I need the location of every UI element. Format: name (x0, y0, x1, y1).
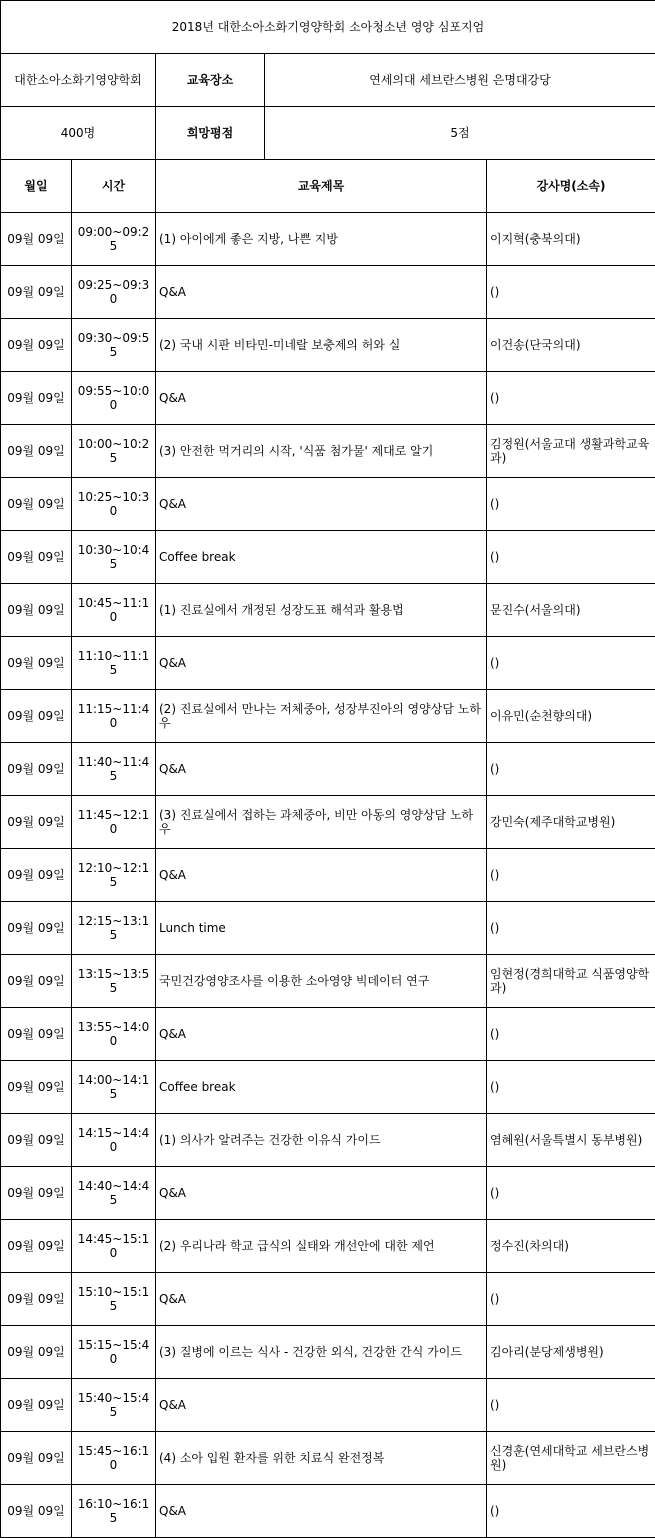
row-subject: (2) 국내 시판 비타민-미네랄 보충제의 허와 실 (156, 319, 487, 372)
row-subject: Lunch time (156, 902, 487, 955)
row-speaker: () (487, 531, 655, 584)
row-time: 16:10~16:15 (72, 1485, 156, 1538)
header-subject: 교육제목 (156, 160, 487, 213)
row-time: 13:15~13:55 (72, 955, 156, 1008)
table-row (1, 1114, 655, 1167)
row-time: 11:45~12:10 (72, 796, 156, 849)
row-speaker: 염혜원(서울특별시 동부병원) (487, 1114, 655, 1167)
row-date: 09월 09일 (1, 849, 72, 902)
row-subject: Q&A (156, 1485, 487, 1538)
row-subject: Q&A (156, 849, 487, 902)
row-date: 09월 09일 (1, 1326, 72, 1379)
row-time: 14:45~15:10 (72, 1220, 156, 1273)
row-date: 09월 09일 (1, 478, 72, 531)
row-subject: (2) 우리나라 학교 급식의 실태와 개선안에 대한 제언 (156, 1220, 487, 1273)
row-time: 12:15~13:15 (72, 902, 156, 955)
table-row (1, 637, 655, 690)
venue-value: 연세의대 세브란스병원 은명대강당 (265, 54, 655, 107)
row-speaker: 이건송(단국의대) (487, 319, 655, 372)
row-time: 09:55~10:00 (72, 372, 156, 425)
row-date: 09월 09일 (1, 425, 72, 478)
table-row (1, 425, 655, 478)
row-speaker: () (487, 1061, 655, 1114)
row-speaker: () (487, 637, 655, 690)
table-row (1, 1220, 655, 1273)
row-subject: Q&A (156, 1379, 487, 1432)
row-subject: Q&A (156, 1008, 487, 1061)
organization-name: 대한소아소화기영양학회 (1, 54, 156, 107)
table-row (1, 1167, 655, 1220)
row-speaker: () (487, 1379, 655, 1432)
table-row (1, 584, 655, 637)
row-time: 11:40~11:45 (72, 743, 156, 796)
table-row (1, 266, 655, 319)
row-speaker: () (487, 902, 655, 955)
table-row (1, 1326, 655, 1379)
table-row (1, 1432, 655, 1485)
row-time: 09:25~09:30 (72, 266, 156, 319)
row-date: 09월 09일 (1, 1379, 72, 1432)
row-date: 09월 09일 (1, 637, 72, 690)
table-row (1, 1061, 655, 1114)
header-time: 시간 (72, 160, 156, 213)
row-date: 09월 09일 (1, 266, 72, 319)
row-speaker: 정수진(차의대) (487, 1220, 655, 1273)
table-row (1, 1485, 655, 1538)
table-row (1, 1008, 655, 1061)
row-speaker: 김정원(서울교대 생활과학교육과) (487, 425, 655, 478)
row-subject: (1) 의사가 알려주는 건강한 이유식 가이드 (156, 1114, 487, 1167)
row-speaker: 신경훈(연세대학교 세브란스병원) (487, 1432, 655, 1485)
row-subject: Q&A (156, 1273, 487, 1326)
row-date: 09월 09일 (1, 796, 72, 849)
row-date: 09월 09일 (1, 531, 72, 584)
page-title: 2018년 대한소아소화기영양학회 소아청소년 영양 심포지엄 (1, 1, 655, 54)
row-speaker: 김아리(분당제생병원) (487, 1326, 655, 1379)
row-time: 15:10~15:15 (72, 1273, 156, 1326)
row-time: 15:40~15:45 (72, 1379, 156, 1432)
row-speaker: () (487, 1008, 655, 1061)
row-subject: Q&A (156, 372, 487, 425)
row-subject: (4) 소아 입원 환자를 위한 치료식 완전정복 (156, 1432, 487, 1485)
row-date: 09월 09일 (1, 743, 72, 796)
table-row (1, 1273, 655, 1326)
table-row (1, 1379, 655, 1432)
row-speaker: () (487, 1485, 655, 1538)
table-row (1, 372, 655, 425)
row-subject: (2) 진료실에서 만나는 저체중아, 성장부진아의 영양상담 노하우 (156, 690, 487, 743)
row-time: 09:00~09:25 (72, 213, 156, 266)
row-time: 14:15~14:40 (72, 1114, 156, 1167)
row-time: 11:15~11:40 (72, 690, 156, 743)
row-time: 10:30~10:45 (72, 531, 156, 584)
row-speaker: () (487, 1273, 655, 1326)
row-date: 09월 09일 (1, 1008, 72, 1061)
row-date: 09월 09일 (1, 319, 72, 372)
table-row (1, 902, 655, 955)
row-speaker: () (487, 372, 655, 425)
row-time: 15:15~15:40 (72, 1326, 156, 1379)
row-time: 09:30~09:55 (72, 319, 156, 372)
row-date: 09월 09일 (1, 902, 72, 955)
row-date: 09월 09일 (1, 1220, 72, 1273)
row-date: 09월 09일 (1, 1114, 72, 1167)
row-time: 11:10~11:15 (72, 637, 156, 690)
row-date: 09월 09일 (1, 1432, 72, 1485)
row-speaker: () (487, 266, 655, 319)
row-subject: (1) 아이에게 좋은 지방, 나쁜 지방 (156, 213, 487, 266)
row-date: 09월 09일 (1, 1485, 72, 1538)
row-date: 09월 09일 (1, 213, 72, 266)
row-date: 09월 09일 (1, 955, 72, 1008)
row-subject: Q&A (156, 478, 487, 531)
row-speaker: 문진수(서울의대) (487, 584, 655, 637)
row-subject: Q&A (156, 266, 487, 319)
row-date: 09월 09일 (1, 1273, 72, 1326)
row-speaker: 강민숙(제주대학교병원) (487, 796, 655, 849)
schedule-body (1, 1, 655, 1538)
row-time: 10:25~10:30 (72, 478, 156, 531)
table-row (1, 690, 655, 743)
row-subject: (3) 질병에 이르는 식사 - 건강한 외식, 건강한 간식 가이드 (156, 1326, 487, 1379)
score-value: 5점 (265, 107, 655, 160)
table-row (1, 743, 655, 796)
row-time: 10:45~11:10 (72, 584, 156, 637)
table-row (1, 531, 655, 584)
row-date: 09월 09일 (1, 1167, 72, 1220)
row-subject: Q&A (156, 743, 487, 796)
row-speaker: () (487, 1167, 655, 1220)
table-row (1, 213, 655, 266)
row-speaker: 이유민(순천향의대) (487, 690, 655, 743)
row-speaker: 임현정(경희대학교 식품영양학과) (487, 955, 655, 1008)
row-speaker: () (487, 743, 655, 796)
row-subject: Q&A (156, 637, 487, 690)
row-time: 14:00~14:15 (72, 1061, 156, 1114)
row-subject: Q&A (156, 1167, 487, 1220)
header-date: 월일 (1, 160, 72, 213)
header-speaker: 강사명(소속) (487, 160, 655, 213)
row-time: 13:55~14:00 (72, 1008, 156, 1061)
row-time: 12:10~12:15 (72, 849, 156, 902)
row-subject: 국민건강영양조사를 이용한 소아영양 빅데이터 연구 (156, 955, 487, 1008)
row-subject: (1) 진료실에서 개정된 성장도표 해석과 활용법 (156, 584, 487, 637)
row-speaker: () (487, 849, 655, 902)
row-time: 10:00~10:25 (72, 425, 156, 478)
table-row (1, 849, 655, 902)
venue-label: 교육장소 (156, 54, 265, 107)
row-subject: Coffee break (156, 1061, 487, 1114)
row-date: 09월 09일 (1, 690, 72, 743)
row-date: 09월 09일 (1, 372, 72, 425)
table-row (1, 478, 655, 531)
table-row (1, 796, 655, 849)
table-row (1, 319, 655, 372)
row-time: 14:40~14:45 (72, 1167, 156, 1220)
row-speaker: () (487, 478, 655, 531)
row-date: 09월 09일 (1, 584, 72, 637)
row-time: 15:45~16:10 (72, 1432, 156, 1485)
row-subject: (3) 안전한 먹거리의 시작, '식품 첨가물' 제대로 알기 (156, 425, 487, 478)
score-label: 희망평점 (156, 107, 265, 160)
row-subject: (3) 진료실에서 접하는 과체중아, 비만 아동의 영양상담 노하우 (156, 796, 487, 849)
row-speaker: 이지혁(충북의대) (487, 213, 655, 266)
row-date: 09월 09일 (1, 1061, 72, 1114)
table-row (1, 955, 655, 1008)
row-subject: Coffee break (156, 531, 487, 584)
capacity-value: 400명 (1, 107, 156, 160)
